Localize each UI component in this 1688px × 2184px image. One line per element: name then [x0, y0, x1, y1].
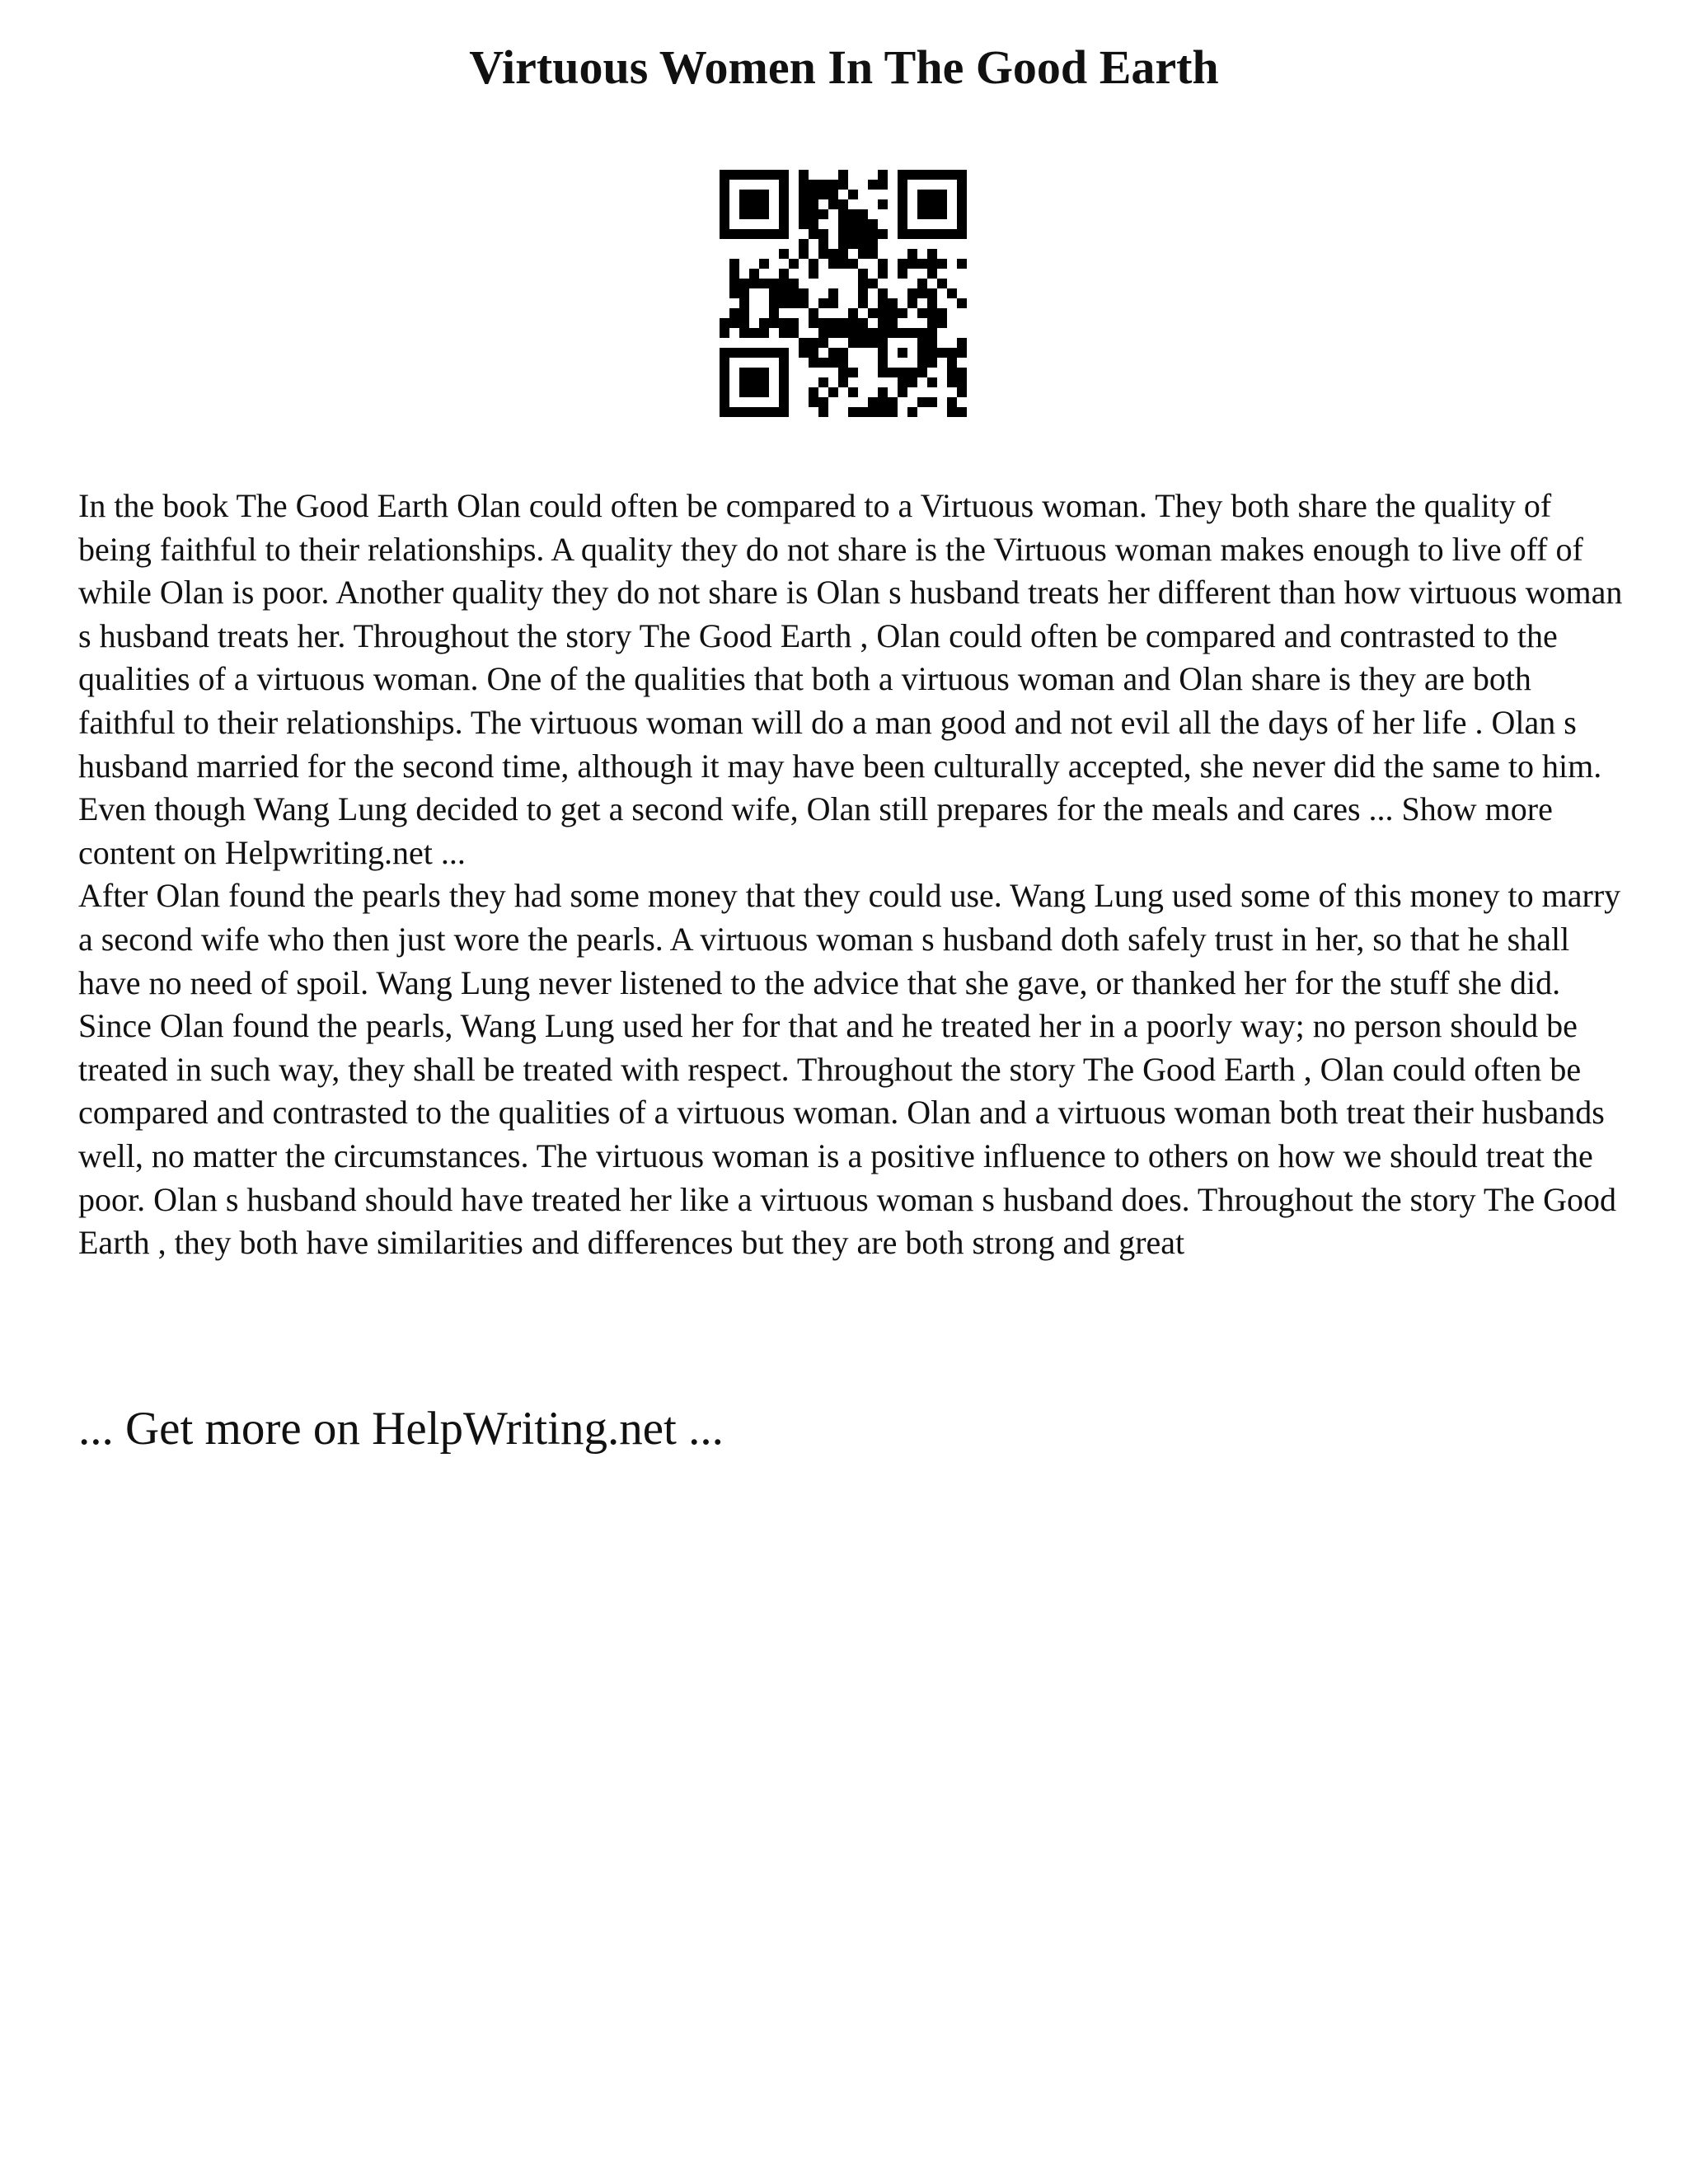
paragraph-2: After Olan found the pearls they had some money that they could use. Wang Lung used some of this money to marry a second wife who then just wore the pearls. A virtuous woman s husband doth safely trust in her, so that he shall have no need of spoil. Wang Lung never listened to the advice that she gave, or thanked her for the stuff she did. Since Olan found the pearls, Wang Lung used her for that and he treated her in a poorly way; no person should be treated in such way, they shall be treated with respect. Throughout the story The Good Earth , Olan could often be compared and contrasted to the qualities of a virtuous woman. Olan and a virtuous woman both treat their husbands well, no matter the circumstances. The virtuous woman is a positive influence to others on how we should treat the poor. Olan s husband should have treated her like a virtuous woman s husband does. Throughout the story The Good Earth , they both have similarities and differences but they are both strong and great [78, 877, 1621, 1262]
qr-code-icon [720, 170, 967, 417]
get-more-link[interactable]: ... Get more on HelpWriting.net ... [78, 1403, 724, 1455]
article-body [78, 485, 1628, 1265]
paragraph-1: In the book The Good Earth Olan could often be compared to a Virtuous woman. They both share the quality of being faithful to their relationships. A quality they do not share is the Virtuous woman makes enough to live off of while Olan is poor. Another quality they do not share is Olan s husband treats her different than how virtuous woman s husband treats her. Throughout the story The Good Earth , Olan could often be compared and contrasted to the qualities of a virtuous woman. One of the qualities that both a virtuous woman and Olan share is they are both faithful to their relationships. The virtuous woman will do a man good and not evil all the days of her life . Olan s husband married for the second time, although it may have been culturally accepted, she never did the same to him. Even though Wang Lung decided to get a second wife, Olan still prepares for the meals and cares ... Show more content on Helpwriting.net ... [78, 487, 1623, 871]
page-title: Virtuous Women In The Good Earth [469, 40, 1219, 94]
